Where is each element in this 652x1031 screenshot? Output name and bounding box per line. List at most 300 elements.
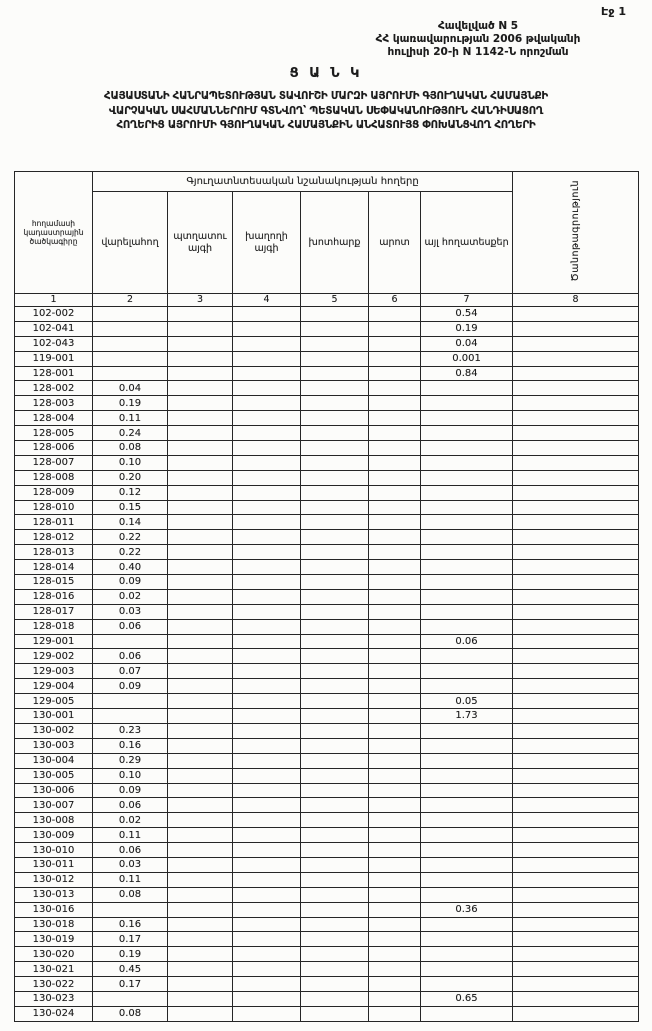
area-value-cell: 0.06 [93,843,168,858]
parcel-code-cell: 128-005 [15,426,93,441]
area-value-cell [301,545,369,560]
table-row [15,738,639,753]
parcel-code-cell: 130-013 [15,887,93,902]
area-value-cell [301,768,369,783]
area-value-cell: 0.06 [93,798,168,813]
area-value-cell [369,351,421,366]
area-value-cell [301,321,369,336]
area-value-cell: 0.02 [93,813,168,828]
area-value-cell [233,798,301,813]
parcel-code-cell: 128-010 [15,500,93,515]
area-value-cell [301,351,369,366]
column-number-cell: 1 [15,294,93,307]
area-value-cell: 0.03 [93,604,168,619]
area-value-cell [301,843,369,858]
table-row [15,470,639,485]
area-value-cell [369,441,421,456]
parcel-code-cell: 130-021 [15,962,93,977]
area-value-cell [168,947,233,962]
document-type-heading: Ց Ա Ն Կ [289,66,363,81]
column-header-vineyard: խաղողի այգի [233,192,301,294]
area-value-cell [513,783,639,798]
column-number-cell: 7 [421,294,513,307]
area-value-cell: 0.04 [93,381,168,396]
column-number-cell: 2 [93,294,168,307]
area-value-cell [421,679,513,694]
area-value-cell [513,426,639,441]
area-value-cell [301,426,369,441]
area-value-cell [513,977,639,992]
area-value-cell [421,455,513,470]
area-value-cell: 0.06 [93,619,168,634]
area-value-cell [369,307,421,322]
area-value-cell [233,679,301,694]
area-value-cell [369,932,421,947]
area-value-cell: 0.36 [421,902,513,917]
area-value-cell [369,843,421,858]
area-value-cell [301,455,369,470]
area-value-cell: 0.11 [93,411,168,426]
area-value-cell: 0.03 [93,857,168,872]
area-value-cell [421,485,513,500]
area-value-cell [513,411,639,426]
title-line-1: ՀԱՅԱՍՏԱՆԻ ՀԱՆՐԱՊԵՏՈՒԹՅԱՆ ՏԱՎՈՒՇԻ ՄԱՐԶԻ ԱՅՐՈՒՄԻ ԳՅՈՒՂԱԿԱՆ ՀԱՄԱՅՆՔԻ [104,91,548,102]
area-value-cell: 0.19 [93,947,168,962]
area-value-cell [421,977,513,992]
table-row [15,843,639,858]
table-row [15,723,639,738]
area-value-cell [301,828,369,843]
parcel-code-cell: 130-012 [15,872,93,887]
parcel-code-cell: 128-016 [15,589,93,604]
area-value-cell [513,843,639,858]
area-value-cell [233,723,301,738]
area-value-cell [168,515,233,530]
area-value-cell [233,589,301,604]
area-value-cell [168,321,233,336]
parcel-code-cell: 130-024 [15,1006,93,1021]
area-value-cell [168,470,233,485]
parcel-code-cell: 128-002 [15,381,93,396]
table-row [15,872,639,887]
area-value-cell [369,962,421,977]
area-value-cell [168,664,233,679]
parcel-code-cell: 128-018 [15,619,93,634]
column-header-hayfield: խոտհարք [301,192,369,294]
area-value-cell [168,768,233,783]
area-value-cell [233,977,301,992]
column-number-row [15,294,639,307]
table-row [15,679,639,694]
parcel-code-cell: 128-012 [15,530,93,545]
table-row [15,694,639,709]
area-value-cell [513,962,639,977]
parcel-code-cell: 128-017 [15,604,93,619]
land-parcels-table [14,171,639,1022]
area-value-cell [301,887,369,902]
area-value-cell [421,560,513,575]
area-value-cell [168,530,233,545]
table-row [15,515,639,530]
area-value-cell [301,470,369,485]
area-value-cell [421,619,513,634]
area-value-cell [301,917,369,932]
area-value-cell: 1.73 [421,709,513,724]
table-row [15,485,639,500]
area-value-cell [513,857,639,872]
parcel-code-cell: 128-009 [15,485,93,500]
area-value-cell [301,798,369,813]
area-value-cell [421,1006,513,1021]
document-title [8,90,644,134]
area-value-cell [369,545,421,560]
area-value-cell [513,604,639,619]
area-value-cell [93,321,168,336]
area-value-cell [513,828,639,843]
table-row [15,411,639,426]
area-value-cell [369,872,421,887]
area-value-cell: 0.06 [421,634,513,649]
area-value-cell: 0.12 [93,485,168,500]
table-row [15,917,639,932]
area-value-cell [369,411,421,426]
area-value-cell [168,902,233,917]
parcel-code-cell: 102-043 [15,336,93,351]
area-value-cell [513,500,639,515]
area-value-cell [369,649,421,664]
area-value-cell [513,470,639,485]
area-value-cell [168,426,233,441]
area-value-cell [513,991,639,1006]
area-value-cell [168,991,233,1006]
area-value-cell [168,441,233,456]
area-value-cell: 0.23 [93,723,168,738]
area-value-cell [421,545,513,560]
column-number-cell: 4 [233,294,301,307]
area-value-cell [513,723,639,738]
area-value-cell [513,932,639,947]
table-row [15,887,639,902]
area-value-cell [233,828,301,843]
area-value-cell [369,515,421,530]
area-value-cell [168,783,233,798]
table-header [15,172,639,307]
area-value-cell [168,857,233,872]
area-value-cell [301,753,369,768]
area-value-cell [421,470,513,485]
area-value-cell [421,500,513,515]
area-value-cell [513,485,639,500]
area-value-cell [369,664,421,679]
area-value-cell [233,604,301,619]
area-value-cell [369,619,421,634]
area-value-cell: 0.08 [93,441,168,456]
annex-label: Հավելված N 5 [437,20,519,32]
area-value-cell [513,441,639,456]
table-row [15,634,639,649]
annex-header [320,20,636,59]
area-value-cell [93,634,168,649]
group-header-row [15,172,639,192]
parcel-code-cell: 128-013 [15,545,93,560]
area-value-cell: 0.11 [93,828,168,843]
table-row [15,902,639,917]
table-row [15,649,639,664]
area-value-cell [233,455,301,470]
area-value-cell [233,470,301,485]
area-value-cell [168,396,233,411]
area-value-cell [301,485,369,500]
table-row [15,664,639,679]
area-value-cell [369,887,421,902]
area-value-cell [168,679,233,694]
area-value-cell [513,738,639,753]
table-body [15,307,639,1022]
table-row [15,828,639,843]
area-value-cell [233,485,301,500]
table-row [15,396,639,411]
area-value-cell [513,1006,639,1021]
area-value-cell [513,694,639,709]
area-value-cell: 0.29 [93,753,168,768]
area-value-cell [168,455,233,470]
area-value-cell [301,619,369,634]
area-value-cell [301,723,369,738]
area-value-cell [513,649,639,664]
area-value-cell [233,932,301,947]
area-value-cell: 0.09 [93,575,168,590]
area-value-cell [513,589,639,604]
parcel-code-cell: 130-009 [15,828,93,843]
area-value-cell [233,768,301,783]
area-value-cell [369,530,421,545]
area-value-cell [233,560,301,575]
area-value-cell [369,560,421,575]
parcel-code-cell: 128-008 [15,470,93,485]
table-row [15,366,639,381]
area-value-cell [233,307,301,322]
area-value-cell [513,917,639,932]
area-value-cell [369,917,421,932]
area-value-cell [168,917,233,932]
table-row [15,619,639,634]
area-value-cell [421,768,513,783]
area-value-cell: 0.22 [93,530,168,545]
area-value-cell [421,738,513,753]
area-value-cell [233,441,301,456]
area-value-cell: 0.54 [421,307,513,322]
area-value-cell [513,634,639,649]
area-value-cell [301,515,369,530]
area-value-cell [369,723,421,738]
area-value-cell [233,336,301,351]
area-value-cell [421,932,513,947]
area-value-cell [93,307,168,322]
area-value-cell [233,321,301,336]
area-value-cell [421,783,513,798]
area-value-cell [421,381,513,396]
table-row [15,307,639,322]
area-value-cell [421,411,513,426]
table-row [15,441,639,456]
area-value-cell [301,738,369,753]
area-value-cell [168,709,233,724]
parcel-code-cell: 102-041 [15,321,93,336]
area-value-cell: 0.09 [93,679,168,694]
area-value-cell [369,589,421,604]
parcel-code-cell: 130-001 [15,709,93,724]
area-value-cell [301,902,369,917]
area-value-cell [421,441,513,456]
area-value-cell [168,843,233,858]
area-value-cell: 0.09 [93,783,168,798]
area-value-cell [421,723,513,738]
table-row [15,545,639,560]
area-value-cell: 0.24 [93,426,168,441]
parcel-code-cell: 128-007 [15,455,93,470]
area-value-cell [301,589,369,604]
area-value-cell [421,604,513,619]
area-value-cell [369,575,421,590]
column-header-pasture: արոտ [369,192,421,294]
table-row [15,426,639,441]
area-value-cell [369,828,421,843]
area-value-cell: 0.84 [421,366,513,381]
table-row [15,455,639,470]
area-value-cell [301,604,369,619]
area-value-cell [301,560,369,575]
parcel-code-cell: 119-001 [15,351,93,366]
area-value-cell [369,381,421,396]
parcel-code-cell: 130-011 [15,857,93,872]
area-value-cell [301,530,369,545]
area-value-cell [168,560,233,575]
column-number-cell: 8 [513,294,639,307]
area-value-cell [301,411,369,426]
table-row [15,530,639,545]
area-value-cell [421,813,513,828]
area-value-cell [513,530,639,545]
area-value-cell [168,962,233,977]
area-value-cell [513,351,639,366]
area-value-cell [233,947,301,962]
area-value-cell: 0.06 [93,649,168,664]
area-value-cell [233,753,301,768]
area-value-cell [369,336,421,351]
area-value-cell [369,679,421,694]
area-value-cell: 0.40 [93,560,168,575]
area-value-cell [369,783,421,798]
area-value-cell [168,351,233,366]
table-row [15,560,639,575]
area-value-cell [301,872,369,887]
area-value-cell [421,887,513,902]
table-row [15,1006,639,1021]
parcel-code-cell: 128-011 [15,515,93,530]
area-value-cell [369,470,421,485]
area-value-cell [168,336,233,351]
area-value-cell [513,396,639,411]
area-value-cell [93,336,168,351]
area-value-cell [421,798,513,813]
area-value-cell: 0.05 [421,694,513,709]
area-value-cell [369,321,421,336]
area-value-cell [168,738,233,753]
area-value-cell: 0.07 [93,664,168,679]
area-value-cell [301,813,369,828]
area-value-cell [369,753,421,768]
table-row [15,932,639,947]
area-value-cell [513,560,639,575]
parcel-code-cell: 130-008 [15,813,93,828]
table-row [15,857,639,872]
table-row [15,962,639,977]
area-value-cell: 0.16 [93,738,168,753]
area-value-cell [233,664,301,679]
table-row [15,977,639,992]
area-value-cell: 0.10 [93,455,168,470]
parcel-code-cell: 129-005 [15,694,93,709]
table-row [15,500,639,515]
area-value-cell [168,872,233,887]
area-value-cell [513,545,639,560]
area-value-cell [233,649,301,664]
parcel-code-cell: 130-020 [15,947,93,962]
area-value-cell [369,738,421,753]
area-value-cell: 0.17 [93,932,168,947]
area-value-cell [369,604,421,619]
area-value-cell [513,709,639,724]
area-value-cell: 0.16 [93,917,168,932]
area-value-cell [168,500,233,515]
area-value-cell [233,902,301,917]
table-row [15,813,639,828]
area-value-cell [233,351,301,366]
area-value-cell [168,411,233,426]
area-value-cell [513,664,639,679]
area-value-cell [369,947,421,962]
area-value-cell [168,813,233,828]
table-row [15,709,639,724]
area-value-cell: 0.45 [93,962,168,977]
column-number-cell: 6 [369,294,421,307]
table-row [15,336,639,351]
parcel-code-cell: 128-004 [15,411,93,426]
area-value-cell [301,991,369,1006]
parcel-code-cell: 102-002 [15,307,93,322]
area-value-cell [421,872,513,887]
title-line-3: ՀՈՂԵՐԻՑ ԱՅՐՈՒՄԻ ԳՅՈՒՂԱԿԱՆ ՀԱՄԱՅՆՔԻՆ ԱՆՀԱՏՈՒՅՑ ՓՈԽԱՆՑՎՈՂ ՀՈՂԵՐԻ [116,120,536,131]
area-value-cell [301,500,369,515]
area-value-cell [168,977,233,992]
area-value-cell [513,366,639,381]
area-value-cell [513,798,639,813]
area-value-cell [168,619,233,634]
parcel-code-cell: 128-001 [15,366,93,381]
area-value-cell [369,396,421,411]
parcel-code-cell: 129-003 [15,664,93,679]
parcel-code-cell: 129-004 [15,679,93,694]
area-value-cell [369,768,421,783]
area-value-cell [168,694,233,709]
area-value-cell [168,798,233,813]
area-value-cell [421,649,513,664]
table-row [15,575,639,590]
area-value-cell [93,709,168,724]
area-value-cell [513,679,639,694]
area-value-cell [168,828,233,843]
area-value-cell [168,887,233,902]
